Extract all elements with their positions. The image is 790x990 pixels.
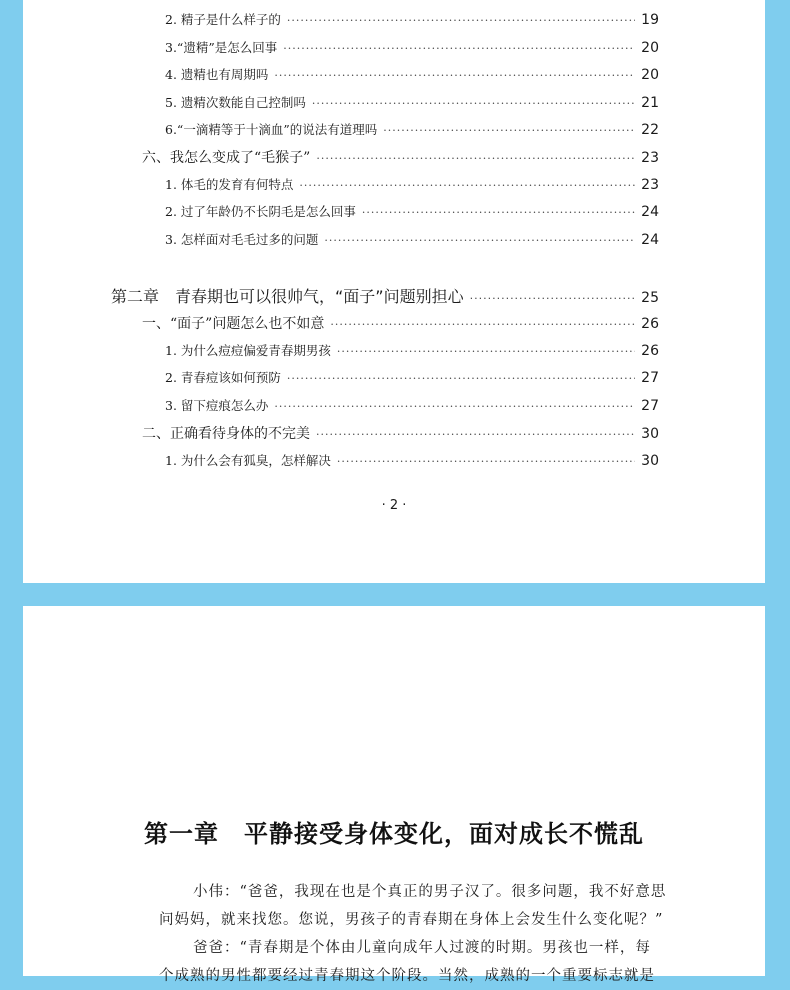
- toc-entry[interactable]: [165, 341, 659, 359]
- toc-entry[interactable]: [165, 202, 659, 220]
- toc-entry[interactable]: [165, 38, 659, 56]
- paragraph: [159, 934, 659, 990]
- paragraph-line: 问妈妈，就来找您。您说，男孩子的青春期在身体上会发生什么变化呢？”: [159, 912, 664, 928]
- toc-entry-label: 3. 怎样面对毛毛过多的问题: [165, 232, 319, 247]
- paragraph: [159, 878, 667, 934]
- toc-section-page: 26: [641, 316, 659, 332]
- paragraph-line: 爸爸：“青春期是个体由儿童向成年人过渡的时期。男孩也一样，每: [193, 940, 651, 956]
- toc-entry-page: 19: [641, 12, 659, 28]
- page-number: · 2 ·: [381, 498, 407, 513]
- toc-leader-dots: [337, 345, 635, 358]
- toc-entry-label: 3.“遗精”是怎么回事: [165, 40, 278, 55]
- toc-leader-dots: [283, 42, 635, 55]
- toc-entry[interactable]: [165, 65, 659, 83]
- toc-leader-dots: [316, 428, 635, 441]
- toc-entry-label: 2. 青春痘该如何预防: [165, 370, 281, 385]
- toc-leader-dots: [312, 97, 635, 110]
- toc-section[interactable]: [142, 423, 659, 443]
- toc-entry-page: 23: [641, 177, 659, 193]
- toc-entry-label: 1. 为什么会有狐臭，怎样解决: [165, 453, 331, 468]
- toc-leader-dots: [274, 69, 635, 82]
- toc-entry-label: 2. 精子是什么样子的: [165, 12, 281, 27]
- toc-entry[interactable]: [165, 175, 659, 193]
- toc-section-page: 23: [641, 150, 659, 166]
- toc-entry-label: 5. 遗精次数能自己控制吗: [165, 95, 306, 110]
- toc-section[interactable]: [142, 313, 659, 333]
- toc-leader-dots: [287, 372, 635, 385]
- toc-entry-label: 3. 留下痘痕怎么办: [165, 398, 269, 413]
- toc-section-label: 二、正确看待身体的不完美: [142, 426, 310, 442]
- toc-leader-dots: [324, 234, 635, 247]
- toc-entry[interactable]: [165, 230, 659, 248]
- toc-leader-dots: [274, 400, 635, 413]
- toc-leader-dots: [337, 455, 635, 468]
- toc-leader-dots: [362, 206, 635, 219]
- toc-leader-dots: [287, 14, 635, 27]
- paragraph-line: 个成熟的男性都要经过青春期这个阶段。当然，成熟的一个重要标志就是: [159, 968, 655, 984]
- toc-leader-dots: [299, 179, 635, 192]
- toc-entry-label: 2. 过了年龄仍不长阴毛是怎么回事: [165, 204, 356, 219]
- toc-entry-label: 6.“一滴精等于十滴血”的说法有道理吗: [165, 122, 378, 137]
- toc-section[interactable]: [142, 147, 659, 167]
- toc-chapter-page: 25: [641, 290, 659, 306]
- toc-entry[interactable]: [165, 93, 659, 111]
- toc-entry[interactable]: [165, 368, 659, 386]
- toc-entry-page: 21: [641, 95, 659, 111]
- toc-section-label: 六、我怎么变成了“毛猴子”: [142, 150, 311, 166]
- toc-page: [23, 0, 765, 583]
- toc-leader-dots: [330, 318, 635, 331]
- toc-leader-dots: [383, 124, 635, 137]
- toc-entry-label: 4. 遗精也有周期吗: [165, 67, 269, 82]
- toc-entry-page: 24: [641, 232, 659, 248]
- toc-entry-page: 27: [641, 370, 659, 386]
- chapter-heading: 第一章 平静接受身体变化，面对成长不慌乱: [144, 820, 644, 848]
- toc-entry-page: 27: [641, 398, 659, 414]
- toc-entry-page: 20: [641, 40, 659, 56]
- toc-leader-dots: [470, 292, 636, 305]
- toc-entry-page: 30: [641, 453, 659, 469]
- toc-entry[interactable]: [165, 396, 659, 414]
- toc-chapter-label: 第二章 青春期也可以很帅气，“面子”问题别担心: [111, 287, 464, 306]
- toc-entry-page: 20: [641, 67, 659, 83]
- toc-entry[interactable]: [165, 451, 659, 469]
- toc-entry-page: 26: [641, 343, 659, 359]
- toc-entry-label: 1. 为什么痘痘偏爱青春期男孩: [165, 343, 331, 358]
- toc-entry-page: 24: [641, 204, 659, 220]
- toc-leader-dots: [316, 152, 635, 165]
- toc-entry[interactable]: [165, 120, 659, 138]
- toc-section-page: 30: [641, 426, 659, 442]
- toc-entry-page: 22: [641, 122, 659, 138]
- toc-entry-label: 1. 体毛的发育有何特点: [165, 177, 294, 192]
- paragraph-line: 小伟：“爸爸，我现在也是个真正的男子汉了。很多问题，我不好意思: [193, 884, 667, 900]
- chapter-page: [23, 606, 765, 984]
- toc-section-label: 一、“面子”问题怎么也不如意: [142, 316, 325, 332]
- toc-entry[interactable]: [165, 10, 659, 28]
- toc-chapter[interactable]: [111, 284, 659, 307]
